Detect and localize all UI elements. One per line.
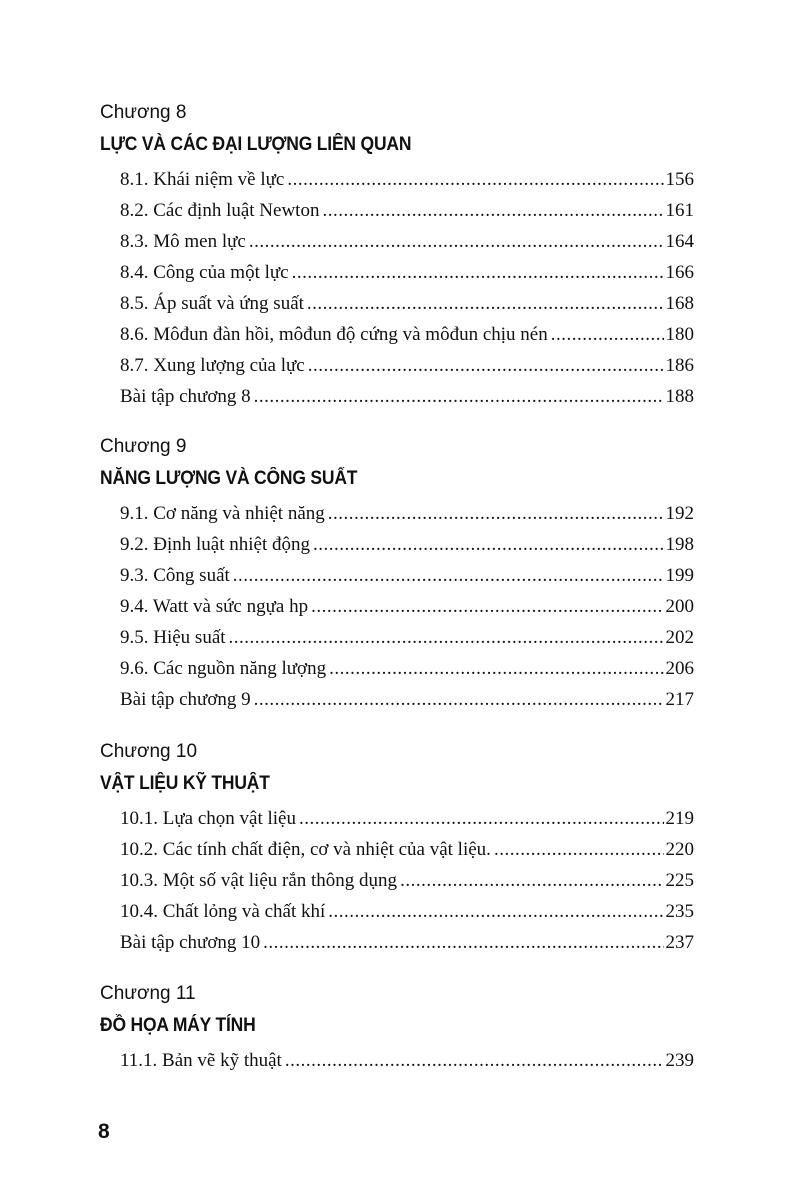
dot-leader — [329, 653, 663, 684]
chapter-title: NĂNG LƯỢNG VÀ CÔNG SUẤT — [100, 468, 358, 489]
toc-entry[interactable] — [120, 498, 694, 529]
page-number: 8 — [98, 1120, 110, 1143]
toc-entry[interactable] — [120, 834, 694, 865]
toc-entry-text: 11.1. Bản vẽ kỹ thuật — [120, 1050, 282, 1071]
toc-entry-list — [100, 1045, 700, 1076]
toc-entry-page: 198 — [665, 534, 694, 555]
toc-entry-text: Bài tập chương 10 — [120, 932, 261, 953]
chapter-title: VẬT LIỆU KỸ THUẬT — [100, 773, 270, 794]
toc-entry-list — [100, 803, 700, 958]
toc-entry[interactable] — [120, 1045, 694, 1076]
toc-entry[interactable] — [120, 684, 694, 715]
toc-entry[interactable] — [120, 896, 694, 927]
chapter-title: LỰC VÀ CÁC ĐẠI LƯỢNG LIÊN QUAN — [100, 134, 412, 155]
toc-entry-page: 219 — [665, 808, 694, 829]
toc-entry[interactable] — [120, 865, 694, 896]
toc-entry[interactable] — [120, 653, 694, 684]
chapter-title: ĐỒ HỌA MÁY TÍNH — [100, 1015, 256, 1036]
toc-entry-text: 10.3. Một số vật liệu rắn thông dụng — [120, 870, 398, 891]
dot-leader — [229, 622, 664, 653]
toc-entry-page: 164 — [665, 231, 694, 252]
toc-entry-text: 10.1. Lựa chọn vật liệu — [120, 808, 296, 829]
toc-entry-text: 9.2. Định luật nhiệt động — [120, 534, 310, 555]
toc-entry-page: 156 — [665, 169, 694, 190]
toc-entry-text: 9.3. Công suất — [120, 565, 230, 586]
dot-leader — [263, 927, 663, 958]
toc-entry-text: 9.6. Các nguồn năng lượng — [120, 658, 327, 679]
dot-leader — [328, 498, 664, 529]
toc-entry[interactable] — [120, 195, 694, 226]
dot-leader — [249, 226, 664, 257]
toc-entry[interactable] — [120, 226, 694, 257]
toc-entry[interactable] — [120, 164, 694, 195]
chapter-label: Chương 9 — [100, 436, 187, 457]
toc-entry[interactable] — [120, 927, 694, 958]
toc-entry-page: 186 — [665, 355, 694, 376]
dot-leader — [285, 1045, 664, 1076]
toc-entry-page: 202 — [665, 627, 694, 648]
toc-entry[interactable] — [120, 257, 694, 288]
toc-entry-page: 199 — [665, 565, 694, 586]
toc-entry-page: 168 — [665, 293, 694, 314]
chapter-8-section — [100, 101, 700, 412]
toc-entry-text: 8.3. Mô men lực — [120, 231, 246, 252]
toc-entry[interactable] — [120, 803, 694, 834]
chapter-10-section — [100, 740, 700, 958]
toc-entry-page: 161 — [665, 200, 694, 221]
toc-entry-text: 10.2. Các tính chất điện, cơ và nhiệt của vật liệu. — [120, 839, 491, 860]
toc-entry-text: 9.1. Cơ năng và nhiệt năng — [120, 503, 325, 524]
toc-entry-text: 8.6. Môđun đàn hồi, môđun độ cứng và môđun chịu nén — [120, 324, 548, 345]
dot-leader — [254, 684, 664, 715]
chapter-label: Chương 8 — [100, 102, 187, 123]
toc-entry[interactable] — [120, 381, 694, 412]
toc-entry-page: 192 — [665, 503, 694, 524]
toc-entry-page: 217 — [665, 689, 694, 710]
toc-entry-list — [100, 498, 700, 715]
toc-entry-page: 180 — [665, 324, 694, 345]
dot-leader — [299, 803, 664, 834]
toc-entry[interactable] — [120, 529, 694, 560]
toc-entry-page: 206 — [665, 658, 694, 679]
toc-entry-text: Bài tập chương 9 — [120, 689, 251, 710]
dot-leader — [311, 591, 663, 622]
dot-leader — [322, 195, 663, 226]
toc-entry-text: Bài tập chương 8 — [120, 386, 251, 407]
toc-entry-page: 239 — [665, 1050, 694, 1071]
dot-leader — [551, 319, 664, 350]
chapter-9-section — [100, 435, 700, 715]
toc-entry-text: 8.4. Công của một lực — [120, 262, 289, 283]
dot-leader — [400, 865, 663, 896]
toc-entry[interactable] — [120, 350, 694, 381]
dot-leader — [233, 560, 664, 591]
toc-entry-text: 8.7. Xung lượng của lực — [120, 355, 305, 376]
toc-entry-text: 8.5. Áp suất và ứng suất — [120, 293, 304, 314]
toc-entry[interactable] — [120, 560, 694, 591]
dot-leader — [287, 164, 663, 195]
toc-entry[interactable] — [120, 591, 694, 622]
toc-entry-list — [100, 164, 700, 412]
toc-entry-page: 220 — [665, 839, 694, 860]
dot-leader — [313, 529, 664, 560]
toc-entry-page: 237 — [665, 932, 694, 953]
toc-entry-text: 10.4. Chất lỏng và chất khí — [120, 901, 326, 922]
toc-entry-page: 200 — [665, 596, 694, 617]
toc-entry-page: 166 — [665, 262, 694, 283]
toc-entry[interactable] — [120, 319, 694, 350]
toc-entry-text: 9.4. Watt và sức ngựa hp — [120, 596, 309, 617]
chapter-label: Chương 11 — [100, 983, 196, 1004]
dot-leader — [307, 288, 664, 319]
chapter-label: Chương 10 — [100, 741, 198, 762]
toc-entry-text: 9.5. Hiệu suất — [120, 627, 226, 648]
toc-entry-page: 235 — [665, 901, 694, 922]
dot-leader — [494, 834, 664, 865]
toc-entry-text: 8.2. Các định luật Newton — [120, 200, 320, 221]
toc-entry[interactable] — [120, 288, 694, 319]
dot-leader — [308, 350, 664, 381]
dot-leader — [292, 257, 664, 288]
dot-leader — [254, 381, 664, 412]
toc-entry[interactable] — [120, 622, 694, 653]
toc-entry-page: 225 — [665, 870, 694, 891]
dot-leader — [328, 896, 663, 927]
chapter-11-section — [100, 982, 700, 1076]
toc-entry-text: 8.1. Khái niệm về lực — [120, 169, 285, 190]
toc-entry-page: 188 — [665, 386, 694, 407]
